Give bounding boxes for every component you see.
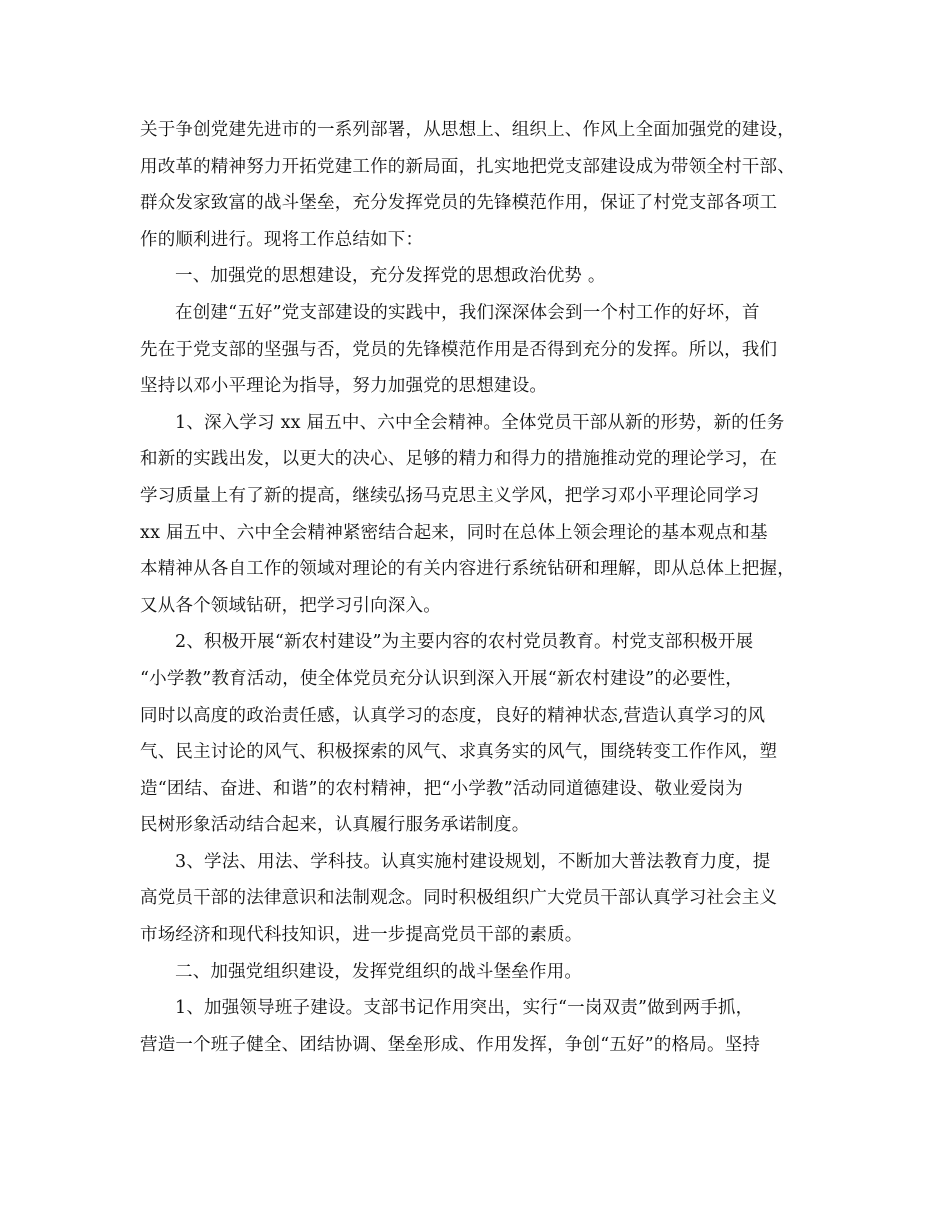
text-line: 群众发家致富的战斗堡垒，充分发挥党员的先锋模范作用，保证了村党支部各项工 xyxy=(140,193,778,214)
text-line: 同时以高度的政治责任感，认真学习的态度，良好的精神状态,营造认真学习的风 xyxy=(140,705,766,726)
text-line: 民树形象活动结合起来，认真履行服务承诺制度。 xyxy=(140,815,530,836)
text-line: 2、积极开展“新农村建设”为主要内容的农村党员教育。村党支部积极开展 xyxy=(175,632,754,653)
text-line: 营造一个班子健全、团结协调、堡垒形成、作用发挥，争创“五好”的格局。坚持 xyxy=(140,1034,761,1055)
text-line: 关于争创党建先进市的一系列部署，从思想上、组织上、作风上全面加强党的建设， xyxy=(140,120,795,140)
text-line: 二、加强党组织建设，发挥党组织的战斗堡垒作用。 xyxy=(175,961,583,982)
text-line: “小学教”教育活动，使全体党员充分认识到深入开展“新农村建设”的必要性， xyxy=(140,668,743,689)
text-line: 先在于党支部的坚强与否，党员的先锋模范作用是否得到充分的发挥。所以，我们 xyxy=(140,339,778,360)
text-line: 和新的实践出发，以更大的决心、足够的精力和得力的措施推动党的理论学习，在 xyxy=(140,449,778,470)
text-line: 1、加强领导班子建设。支部书记作用突出，实行“一岗双责”做到两手抓， xyxy=(175,998,754,1019)
text-line: 高党员干部的法律意识和法制观念。同时积极组织广大党员干部认真学习社会主义 xyxy=(140,888,778,909)
text-line: 本精神从各自工作的领域对理论的有关内容进行系统钻研和理解，即从总体上把握， xyxy=(140,559,795,580)
text-line: 在创建“五好”党支部建设的实践中，我们深深体会到一个村工作的好坏，首 xyxy=(175,302,760,323)
text-line: 又从各个领域钻研，把学习引向深入。 xyxy=(140,595,441,616)
text-line: 3、学法、用法、学科技。认真实施村建设规划，不断加大普法教育力度，提 xyxy=(175,851,771,872)
text-line: 用改革的精神努力开拓党建工作的新局面，扎实地把党支部建设成为带领全村干部、 xyxy=(140,156,795,177)
text-line: 造“团结、奋进、和谐”的农村精神，把“小学教”活动同道德建设、敬业爱岗为 xyxy=(140,778,743,799)
text-line: 坚持以邓小平理论为指导，努力加强党的思想建设。 xyxy=(140,376,548,397)
text-line: 学习质量上有了新的提高，继续弘扬马克思主义学风，把学习邓小平理论同学习 xyxy=(140,485,760,506)
text-line: 市场经济和现代科技知识，进一步提高党员干部的素质。 xyxy=(140,925,583,946)
text-line: xx 届五中、六中全会精神紧密结合起来，同时在总体上领会理论的基本观点和基 xyxy=(140,522,768,543)
text-line: 1、深入学习 xx 届五中、六中全会精神。全体党员干部从新的形势，新的任务 xyxy=(175,412,785,433)
text-line: 一、加强党的思想建设，充分发挥党的思想政治优势 。 xyxy=(175,266,606,287)
text-line: 气、民主讨论的风气、积极探索的风气、求真务实的风气，围绕转变工作作风，塑 xyxy=(140,742,778,763)
text-line: 作的顺利进行。现将工作总结如下： xyxy=(140,229,424,250)
document-body xyxy=(140,112,820,1063)
